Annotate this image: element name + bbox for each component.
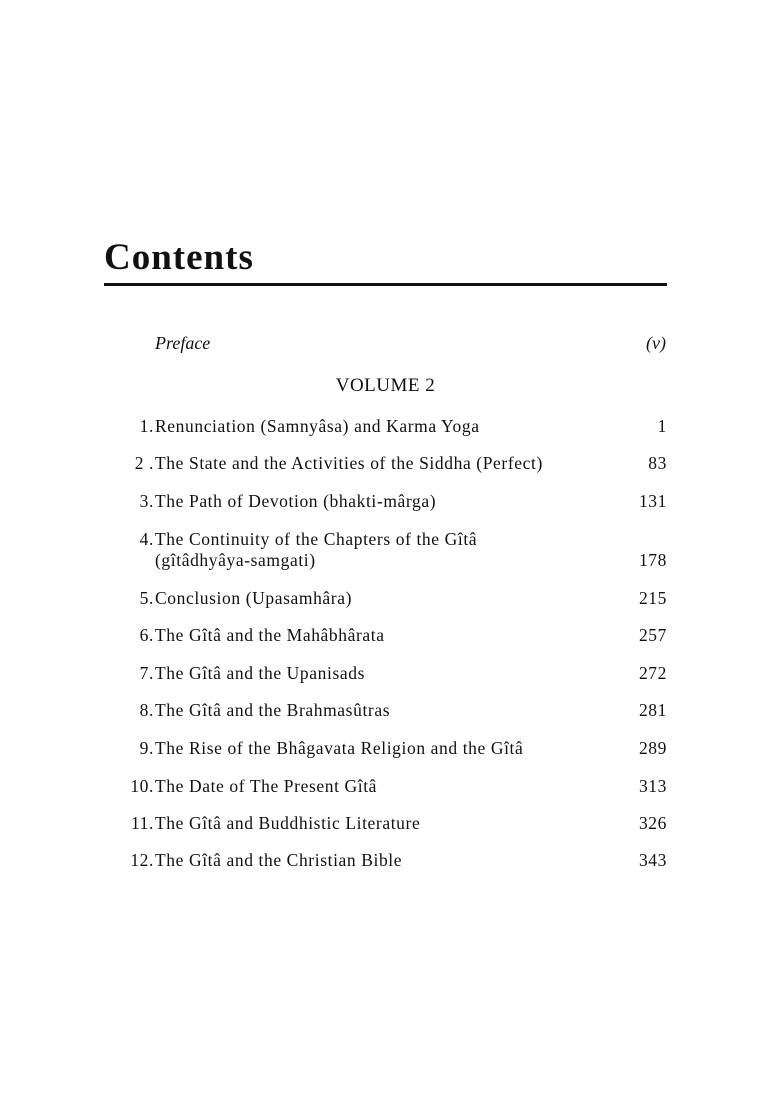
page-number: 343 xyxy=(638,850,667,870)
chapter-number: 12. xyxy=(130,850,154,870)
chapter-title: (gîtâdhyâya-samgati) xyxy=(155,550,316,570)
toc-entry xyxy=(104,776,667,797)
chapter-number: 7. xyxy=(139,663,154,683)
chapter-title: The Gîtâ and the Christian Bible xyxy=(155,850,403,870)
toc-entry xyxy=(104,453,667,474)
chapter-title: The Gîtâ and the Upanisads xyxy=(155,663,365,683)
chapter-number: 9. xyxy=(139,738,154,758)
toc-entry xyxy=(104,588,667,609)
title-rule xyxy=(104,283,667,286)
page-title: Contents xyxy=(104,237,254,278)
page-number: 1 xyxy=(657,416,667,436)
toc-entry xyxy=(104,663,667,684)
page-number: 178 xyxy=(638,550,667,570)
toc-entry xyxy=(104,700,667,721)
toc-entry xyxy=(104,850,667,871)
chapter-number: 11. xyxy=(130,813,154,833)
chapter-number: 2 . xyxy=(134,453,154,473)
toc-entry xyxy=(104,529,667,571)
page-number: 131 xyxy=(638,491,667,511)
chapter-number: 6. xyxy=(139,625,154,645)
chapter-number: 4. xyxy=(139,529,154,549)
page-number: 257 xyxy=(638,625,667,645)
page-number: 289 xyxy=(638,738,667,758)
chapter-number: 3. xyxy=(139,491,154,511)
chapter-title: The Continuity of the Chapters of the Gîtâ xyxy=(155,529,478,549)
page-number: 215 xyxy=(638,588,667,608)
chapter-title: The Date of The Present Gîtâ xyxy=(155,776,378,796)
page-number: 281 xyxy=(638,700,667,720)
page-number: 313 xyxy=(638,776,667,796)
chapter-title: The Rise of the Bhâgavata Religion and the Gîtâ xyxy=(155,738,524,758)
chapter-number: 10. xyxy=(130,776,154,796)
toc-entry xyxy=(104,738,667,759)
chapter-title: The Path of Devotion (bhakti-mârga) xyxy=(155,491,437,511)
chapter-title: Conclusion (Upasamhâra) xyxy=(155,588,353,608)
toc-entry xyxy=(104,416,667,437)
chapter-number: 5. xyxy=(139,588,154,608)
page-number: 326 xyxy=(638,813,667,833)
chapter-number: 8. xyxy=(139,700,154,720)
page-number: 272 xyxy=(638,663,667,683)
chapter-number: 1. xyxy=(139,416,154,436)
page-number: 83 xyxy=(648,453,667,473)
chapter-title: The Gîtâ and Buddhistic Literature xyxy=(155,813,421,833)
chapter-title: Renunciation (Samnyâsa) and Karma Yoga xyxy=(155,416,480,436)
preface-page: (v) xyxy=(646,333,666,353)
toc-entry xyxy=(104,491,667,512)
volume-heading: VOLUME 2 xyxy=(335,375,436,396)
preface-entry: Preface xyxy=(155,333,211,353)
chapter-title: The State and the Activities of the Siddha (Perfect) xyxy=(155,453,543,473)
toc-entry xyxy=(104,625,667,646)
chapter-title: The Gîtâ and the Mahâbhârata xyxy=(155,625,385,645)
toc-entry xyxy=(104,813,667,834)
chapter-title: The Gîtâ and the Brahmasûtras xyxy=(155,700,391,720)
